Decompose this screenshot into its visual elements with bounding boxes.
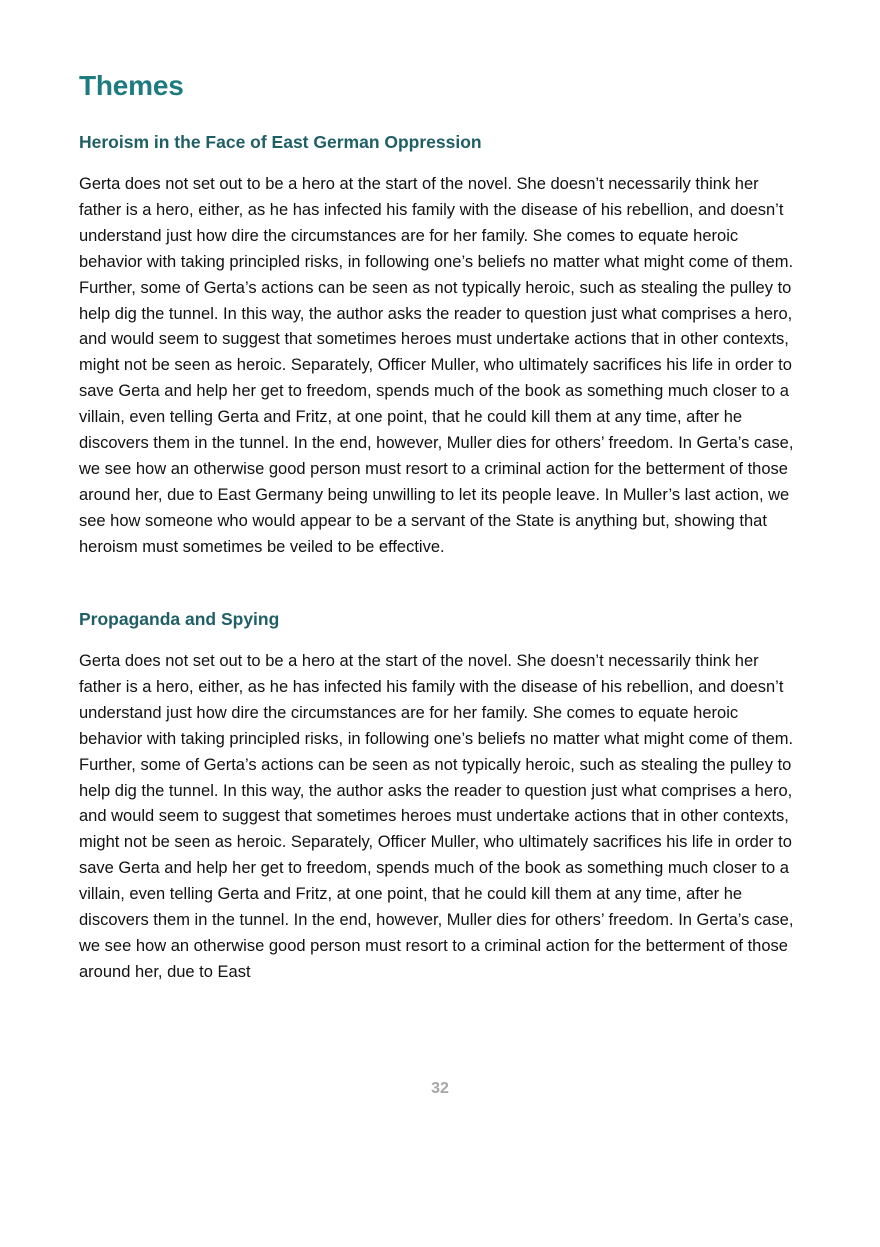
- section-body-heroism: Gerta does not set out to be a hero at the start of the novel. She doesn’t necessarily think her father is a hero, either, as he has infected his family with the disease of his rebellion, and doesn’t understand just how dire the circumstances are for her family. She comes to equate heroic behavior with taking principled risks, in following one’s beliefs no matter what might come of them. Further, some of Gerta’s actions can be seen as not typically heroic, such as stealing the pulley to help dig the tunnel. In this way, the author asks the reader to question just what comprises a hero, and would seem to suggest that sometimes heroes must undertake actions that in other contexts, might not be seen as heroic. Separately, Officer Muller, who ultimately sacrifices his life in order to save Gerta and help her get to freedom, spends much of the book as something much closer to a villain, even telling Gerta and Fritz, at one point, that he could kill them at any time, after he discovers them in the tunnel. In the end, however, Muller dies for others’ freedom. In Gerta’s case, we see how an otherwise good person must resort to a criminal action for the betterment of those around her, due to East Germany being unwilling to let its people leave. In Muller’s last action, we see how someone who would appear to be a servant of the State is anything but, showing that heroism must sometimes be veiled to be effective.: [79, 175, 794, 556]
- page-number: 32: [431, 1080, 449, 1097]
- section-body-propaganda: Gerta does not set out to be a hero at the start of the novel. She doesn’t necessarily think her father is a hero, either, as he has infected his family with the disease of his rebellion, and doesn’t understand just how dire the circumstances are for her family. She comes to equate heroic behavior with taking principled risks, in following one’s beliefs no matter what might come of them. Further, some of Gerta’s actions can be seen as not typically heroic, such as stealing the pulley to help dig the tunnel. In this way, the author asks the reader to question just what comprises a hero, and would seem to suggest that sometimes heroes must undertake actions that in other contexts, might not be seen as heroic. Separately, Officer Muller, who ultimately sacrifices his life in order to save Gerta and help her get to freedom, spends much of the book as something much closer to a villain, even telling Gerta and Fritz, at one point, that he could kill them at any time, after he discovers them in the tunnel. In the end, however, Muller dies for others’ freedom. In Gerta’s case, we see how an otherwise good person must resort to a criminal action for the betterment of those around her, due to East: [79, 652, 794, 981]
- section-heading-heroism: Heroism in the Face of East German Oppression: [79, 132, 482, 152]
- section-heading-propaganda: Propaganda and Spying: [79, 609, 280, 629]
- page-title: Themes: [79, 70, 184, 101]
